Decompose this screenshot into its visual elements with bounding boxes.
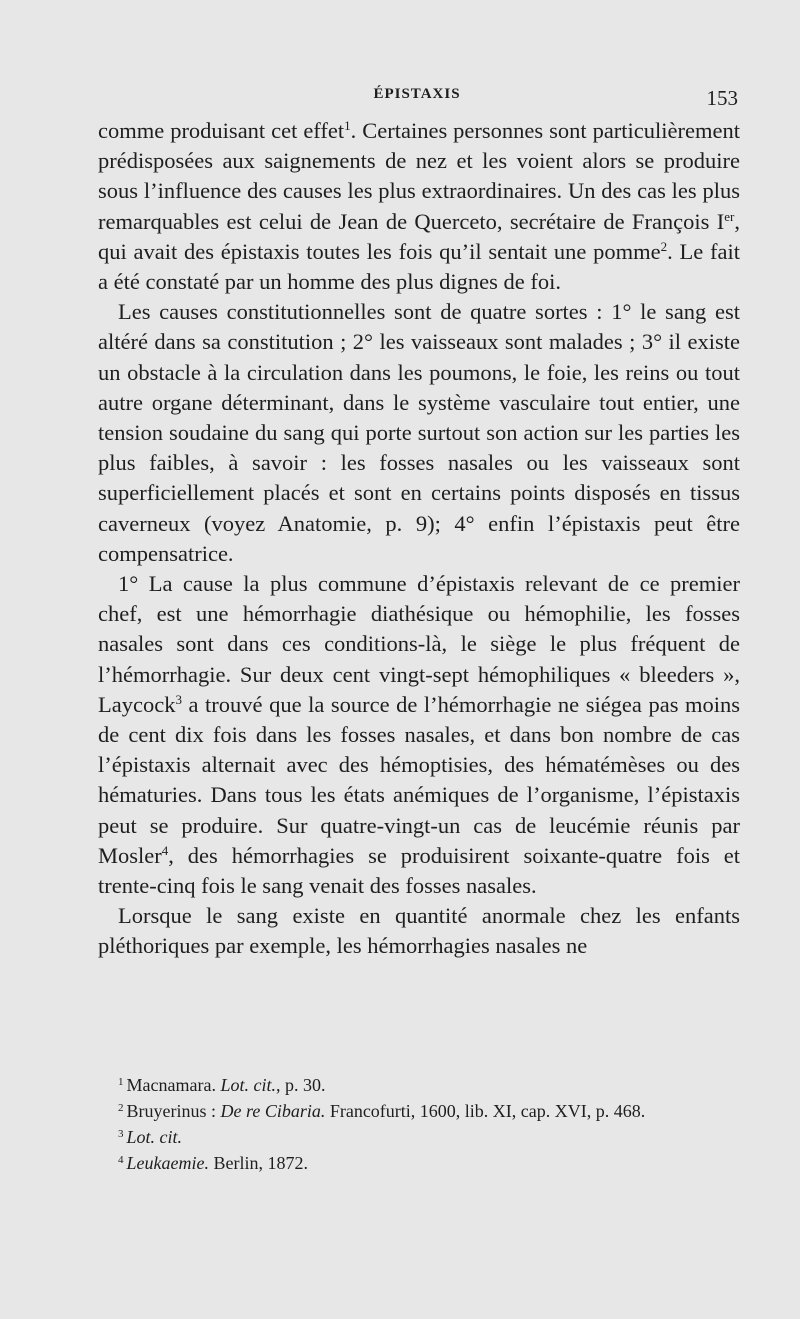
paragraph-text: , des hémorrhagies se produisirent soixante-quatre fois et trente-cinq fois le sang venait des fosses nasales. xyxy=(98,842,740,899)
footnote-ref: 3 xyxy=(175,691,182,707)
footnote-mark: 3 xyxy=(118,1128,124,1140)
page-number: 153 xyxy=(706,86,738,110)
footnote-text: Macnamara. xyxy=(126,1075,221,1095)
footnote-2 xyxy=(98,1098,740,1124)
paragraph-3 xyxy=(98,569,740,901)
paragraph-text: a trouvé que la source de l’hémorrhagie ne siégea pas moins de cent dix fois dans les fosses nasales, et dans bon nombre de cas l’épistaxis alternait avec des hémoptisies, des hématémèses ou des hématuries. Dans tous les états anémiques de l’organisme, l’épistaxis peut se produire. Sur quatre-vingt-un cas de leucémie réunis par Mosler xyxy=(98,691,740,868)
footnote-italic: Lot. cit. xyxy=(126,1127,183,1147)
footnote-text: , p. 30. xyxy=(275,1075,326,1095)
footnote-1 xyxy=(98,1072,740,1098)
footnote-3 xyxy=(98,1124,740,1150)
paragraph-1 xyxy=(98,116,740,297)
footnote-ref: 4 xyxy=(161,842,169,858)
footnote-mark: 2 xyxy=(118,1102,124,1114)
footnote-italic: Leukaemie. xyxy=(126,1153,209,1173)
footnote-text: Bruyerinus : xyxy=(126,1101,221,1121)
footnote-italic: Lot. cit. xyxy=(220,1075,276,1095)
footnotes xyxy=(98,1072,740,1176)
running-title: ÉPISTAXIS xyxy=(373,86,461,102)
footnote-text: Francofurti, 1600, lib. XI, cap. XVI, p. 468. xyxy=(325,1101,646,1121)
paragraph-text: 1° La cause la plus commune d’épistaxis relevant de ce premier chef, est une hémorrhagie diathésique ou hémophilie, les fosses nasales sont dans ces conditions-là, le siège le plus fréquent de l’hémorrhagie. Sur deux cent vingt-sept hémophiliques « bleeders », Laycock xyxy=(98,571,740,717)
page-header xyxy=(96,86,738,116)
paragraph-2: Les causes constitutionnelles sont de quatre sortes : 1° le sang est altéré dans sa constitution ; 2° les vaisseaux sont malades ; 3° il existe un obstacle à la circulation dans les poumons, le foie, les reins ou tout autre organe déterminant, dans le système vasculaire tout entier, une tension soudaine du sang qui porte surtout son action sur les parties les plus faibles, à savoir : les fosses nasales ou les vaisseaux sont superficiellement placés et sont en certains points disposés en tissus caverneux (voyez Anatomie, p. 9); 4° enfin l’épistaxis peut être compensatrice. xyxy=(98,299,740,566)
footnote-4 xyxy=(98,1150,740,1176)
paragraph-text: , qui avait des épistaxis toutes les fois qu’il sentait une pomme xyxy=(98,208,740,264)
footnote-mark: 1 xyxy=(118,1076,124,1088)
paragraph-text: comme produisant cet effet xyxy=(98,118,345,143)
footnote-text: Berlin, 1872. xyxy=(208,1153,308,1173)
paragraph-4: Lorsque le sang existe en quantité anormale chez les enfants pléthoriques par exemple, les hémorrhagies nasales ne xyxy=(98,903,740,959)
footnote-mark: 4 xyxy=(118,1154,124,1166)
footnote-ref: 1 xyxy=(344,118,351,133)
paragraph-text: . Le fait a été constaté par un homme des plus dignes de foi. xyxy=(98,238,740,295)
footnote-italic: De re Cibaria. xyxy=(220,1101,326,1121)
body-text xyxy=(98,116,740,962)
paragraph-text: . Certaines personnes sont particulièrement prédisposées aux saignements de nez et les voient alors se produire sous l’influence des causes les plus extraordinaires. Un des cas les plus remarquables est celui de Jean de Querceto, secrétaire de François I xyxy=(98,118,740,234)
footnote-ref: 2 xyxy=(660,238,668,254)
ordinal-superscript: er xyxy=(724,208,735,224)
